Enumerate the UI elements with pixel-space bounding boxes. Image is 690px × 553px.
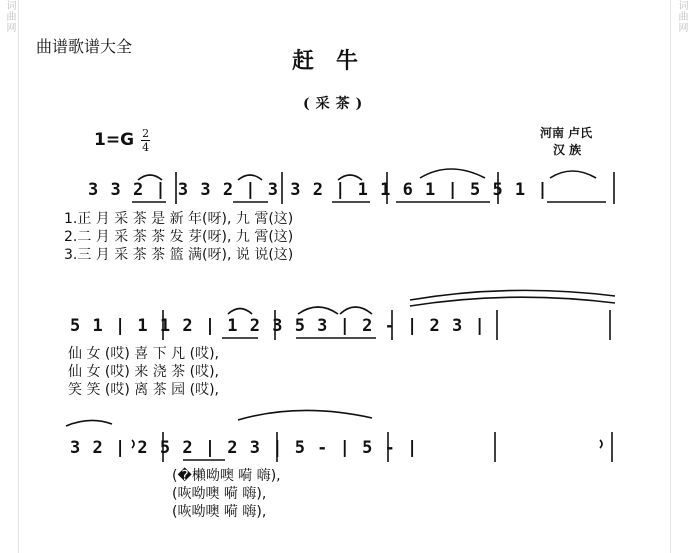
system2-notes: 5 1 | 1 1 2 | 1 2 3 5 3 | 2 - | 2 3 |	[70, 316, 486, 336]
song-title: 赶牛	[292, 48, 381, 74]
system1-verse-2: 2.二 月 采 茶 茶 发 芽(呀), 九 霄(这)	[64, 229, 294, 245]
song-subtitle: (采茶)	[303, 96, 369, 112]
system1-verse-3: 3.三 月 采 茶 茶 篮 满(呀), 说 说(这)	[64, 247, 294, 263]
time-signature-bottom: 4	[142, 141, 150, 154]
site-label: 曲谱歌谱大全	[36, 37, 133, 56]
time-signature-top: 2	[142, 127, 150, 140]
system1-notes: 3 3 2 | 3 3 2 | 3 3 2 | 1 1 6 1 | 5 5 1 |	[88, 180, 549, 200]
system3-verse-1: (�櫴呦噢 嗬 嗨),	[172, 468, 281, 484]
origin-region: 河南 卢氏	[540, 126, 593, 140]
system3-notes: 3 2 | 2 5 2 | 2 3 | 5 - | 5 - |	[70, 438, 419, 458]
system2-verse-3: 笑 笑 (哎) 离 茶 园 (哎),	[68, 382, 219, 398]
origin-ethnic: 汉 族	[553, 143, 582, 157]
system2-verse-1: 仙 女 (哎) 喜 下 凡 (哎),	[68, 346, 219, 362]
watermark-left: 词曲网	[4, 0, 15, 33]
key-signature: 1=G	[94, 130, 135, 150]
system3-verse-2: (咴呦噢 嗬 嗨),	[172, 486, 267, 502]
watermark-right: 词曲网	[676, 0, 687, 33]
system1-verse-1: 1.正 月 采 茶 是 新 年(呀), 九 霄(这)	[64, 211, 294, 227]
system2-verse-2: 仙 女 (哎) 来 浇 茶 (哎),	[68, 364, 219, 380]
system3-verse-3: (咴呦噢 嗬 嗨),	[172, 504, 267, 520]
